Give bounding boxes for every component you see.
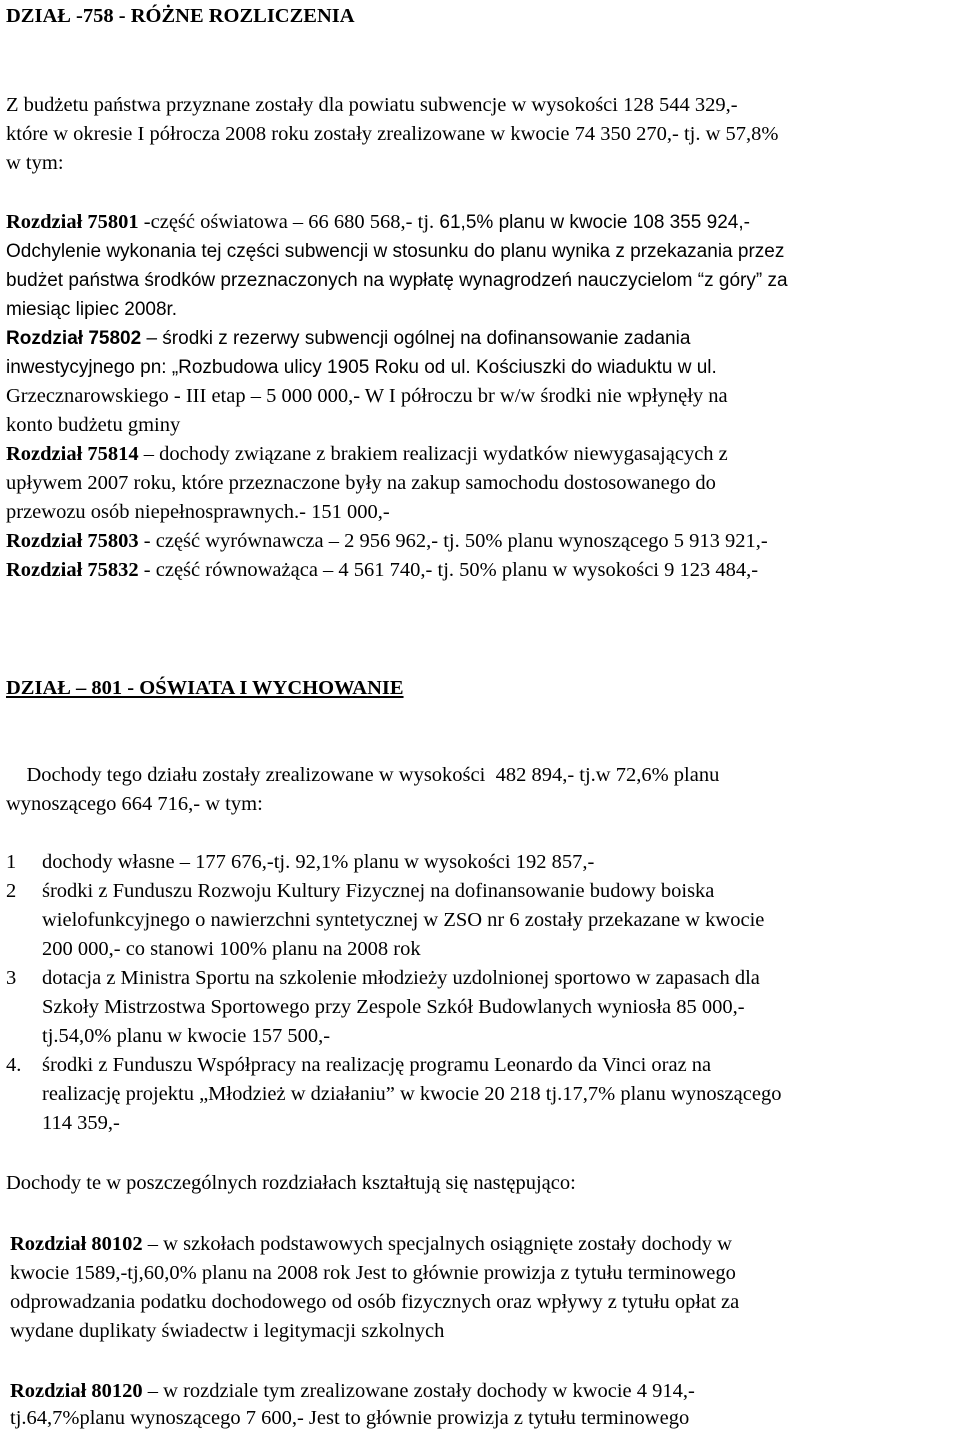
paragraph-line: Grzecznarowskiego - III etap – 5 000 000,- W I półroczu br w/w środki nie wpłynęły na [6, 385, 728, 407]
rozdzial-text: - część równoważąca – 4 561 740,- tj. 50% planu w wysokości 9 123 484,- [138, 559, 759, 581]
rozdzial-75801 [6, 208, 750, 237]
list-text: dochody własne – 177 676,-tj. 92,1% planu w wysokości 192 857,- [42, 851, 595, 873]
list-number: 4. [6, 1054, 22, 1076]
section-758-title: DZIAŁ -758 - RÓŻNE ROZLICZENIA [6, 5, 355, 27]
rozdzial-text: -część oświatowa – 66 680 568,- tj. [138, 211, 435, 233]
paragraph-line: inwestycyjnego pn: „Rozbudowa ulicy 1905 Roku od ul. Kościuszki do wiaduktu w ul. [6, 357, 717, 378]
list-text: środki z Funduszu Współpracy na realizację programu Leonardo da Vinci oraz na [42, 1054, 712, 1076]
rozdzial-text: – w rozdziale tym zrealizowane zostały dochody w kwocie 4 914,- [142, 1380, 695, 1402]
paragraph-line: Odchylenie wykonania tej części subwencji w stosunku do planu wynika z przekazania przez [6, 241, 785, 262]
list-text: 200 000,- co stanowi 100% planu na 2008 rok [42, 938, 421, 960]
rozdzial-label: Rozdział 80102 [10, 1233, 143, 1255]
paragraph-line: w tym: [6, 152, 64, 174]
paragraph-line: budżet państwa środków przeznaczonych na wypłatę wynagrodzeń nauczycielom “z góry” za [6, 270, 788, 291]
rozdzial-80102 [10, 1230, 732, 1259]
rozdzial-label: Rozdział 75803 [6, 530, 139, 552]
rozdzial-75802 [6, 324, 690, 353]
rozdzial-label: Rozdział 75801 [6, 211, 139, 233]
paragraph-line: Dochody tego działu zostały zrealizowane w wysokości 482 894,- tj.w 72,6% planu [6, 764, 720, 786]
list-text: realizację projektu „Młodzież w działaniu” w kwocie 20 218 tj.17,7% planu wynoszącego [42, 1083, 782, 1105]
rozdzial-text: - część wyrównawcza – 2 956 962,- tj. 50% planu wynoszącego 5 913 921,- [138, 530, 768, 552]
paragraph-line: upływem 2007 roku, które przeznaczone były na zakup samochodu dostosowanego do [6, 472, 716, 494]
list-text: tj.54,0% planu w kwocie 157 500,- [42, 1025, 331, 1047]
rozdzial-label: Rozdział 80120 [10, 1380, 143, 1402]
paragraph-line: przewozu osób niepełnosprawnych.- 151 000,- [6, 501, 390, 523]
rozdzial-75832 [6, 556, 758, 585]
list-number: 3 [6, 967, 17, 989]
paragraph-line: kwocie 1589,-tj,60,0% planu na 2008 rok Jest to głównie prowizja z tytułu terminowego [10, 1262, 736, 1284]
paragraph-line: wydane duplikaty świadectw i legitymacji szkolnych [10, 1320, 445, 1342]
list-text: wielofunkcyjnego o nawierzchni syntetycznej w ZSO nr 6 zostały przekazane w kwocie [42, 909, 765, 931]
paragraph-line: konto budżetu gminy [6, 414, 181, 436]
rozdzial-label: Rozdział 75802 [6, 328, 142, 349]
paragraph-line: tj.64,7%planu wynoszącego 7 600,- Jest to głównie prowizja z tytułu terminowego [10, 1407, 690, 1429]
list-text: dotacja z Ministra Sportu na szkolenie młodzieży uzdolnionej sportowo w zapasach dla [42, 967, 760, 989]
list-number: 1 [6, 851, 17, 873]
rozdzial-text: – w szkołach podstawowych specjalnych osiągnięte zostały dochody w [142, 1233, 732, 1255]
paragraph-line: które w okresie I półrocza 2008 roku zostały zrealizowane w kwocie 74 350 270,- tj. w 57,8% [6, 123, 779, 145]
rozdzial-text: – dochody związane z brakiem realizacji wydatków niewygasających z [138, 443, 728, 465]
rozdzial-80120 [10, 1377, 695, 1406]
paragraph-line: odprowadzania podatku dochodowego od osób fizycznych oraz wpływy z tytułu opłat za [10, 1291, 740, 1313]
rozdzial-text-sans: 61,5% planu w kwocie 108 355 924,- [434, 212, 750, 233]
list-number: 2 [6, 880, 17, 902]
list-text: środki z Funduszu Rozwoju Kultury Fizycznej na dofinansowanie budowy boiska [42, 880, 715, 902]
rozdzial-75803 [6, 527, 768, 556]
rozdzial-label: Rozdział 75814 [6, 443, 139, 465]
rozdzial-text: – środki z rezerwy subwencji ogólnej na dofinansowanie zadania [141, 328, 691, 349]
rozdzial-75814 [6, 440, 728, 469]
paragraph-line: Dochody te w poszczególnych rozdziałach kształtują się następująco: [6, 1172, 576, 1194]
list-text: Szkoły Mistrzostwa Sportowego przy Zespole Szkół Budowlanych wyniosła 85 000,- [42, 996, 745, 1018]
paragraph-line: wynoszącego 664 716,- w tym: [6, 793, 263, 815]
rozdzial-label: Rozdział 75832 [6, 559, 139, 581]
paragraph-line: miesiąc lipiec 2008r. [6, 299, 178, 320]
list-text: 114 359,- [42, 1112, 120, 1134]
section-801-title: DZIAŁ – 801 - OŚWIATA I WYCHOWANIE [6, 677, 404, 699]
paragraph-line: Z budżetu państwa przyznane zostały dla powiatu subwencje w wysokości 128 544 329,- [6, 94, 738, 116]
